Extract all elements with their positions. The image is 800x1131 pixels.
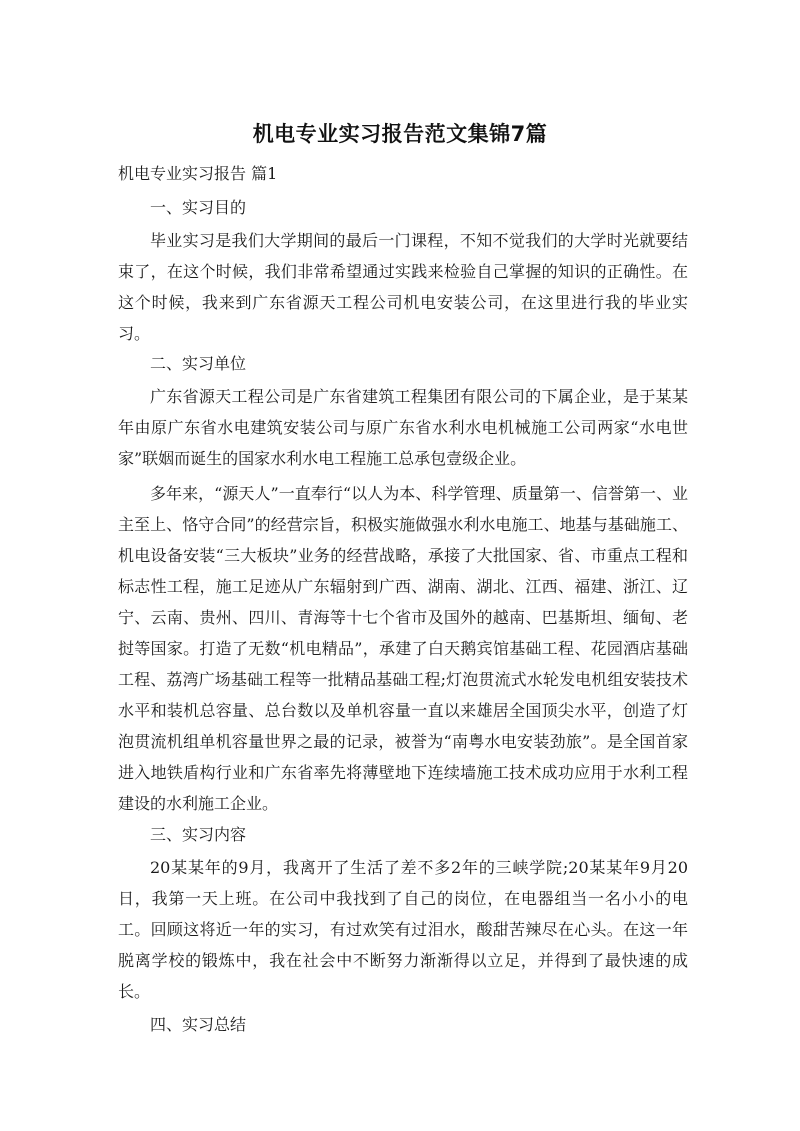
- section-heading-unit: 二、实习单位: [150, 354, 247, 373]
- section-heading-content: 三、实习内容: [150, 825, 247, 844]
- document-subtitle: 机电专业实习报告 篇1: [118, 164, 278, 183]
- paragraph-unit-history: 多年来，“源天人”一直奉行“以人为本、科学管理、质量第一、信誉第一、业主至上、恪守合同”的经营宗旨，积极实施做强水利水电施工、地基与基础施工、机电设备安装“三大板块”业务的经营战略，承接了大批国家、省、市重点工程和标志性工程，施工足迹从广东辐射到广西、湖南、湖北、江西、福建、浙江、辽宁、云南、贵州、四川、青海等十七个省市及国外的越南、巴基斯坦、缅甸、老挝等国家。打造了无数“机电精品”，承建了白天鹅宾馆基础工程、花园酒店基础工程、荔湾广场基础工程等一批精品基础工程;灯泡贯流式水轮发电机组安装技术水平和装机总容量、总台数以及单机容量一直以来雄居全国顶尖水平，创造了灯泡贯流机组单机容量世界之最的记录，被誉为“南粤水电安装劲旅”。是全国首家进入地铁盾构行业和广东省率先将薄壁地下连续墙施工技术成功应用于水利工程建设的水利施工企业。: [118, 484, 688, 813]
- paragraph-unit-intro: 广东省源天工程公司是广东省建筑工程集团有限公司的下属企业，是于某某年由原广东省水电建筑安装公司与原广东省水利水电机械施工公司两家“水电世家”联姻而诞生的国家水利水电工程施工总承包壹级企业。: [118, 387, 688, 468]
- section-heading-purpose: 一、实习目的: [150, 198, 247, 217]
- paragraph-purpose: 毕业实习是我们大学期间的最后一门课程，不知不觉我们的大学时光就要结束了，在这个时候，我们非常希望通过实践来检验自己掌握的知识的正确性。在这个时候，我来到广东省源天工程公司机电安装公司，在这里进行我的毕业实习。: [118, 231, 688, 343]
- paragraph-content: 20某某年的9月，我离开了生活了差不多2年的三峡学院;20某某年9月20日，我第一天上班。在公司中我找到了自己的岗位，在电器组当一名小小的电工。回顾这将近一年的实习，有过欢笑有过泪水，酸甜苦辣尽在心头。在这一年脱离学校的锻炼中，我在社会中不断努力渐渐得以立足，并得到了最快速的成长。: [118, 858, 688, 1001]
- document-title: 机电专业实习报告范文集锦7篇: [252, 122, 548, 146]
- section-heading-summary: 四、实习总结: [150, 1015, 247, 1034]
